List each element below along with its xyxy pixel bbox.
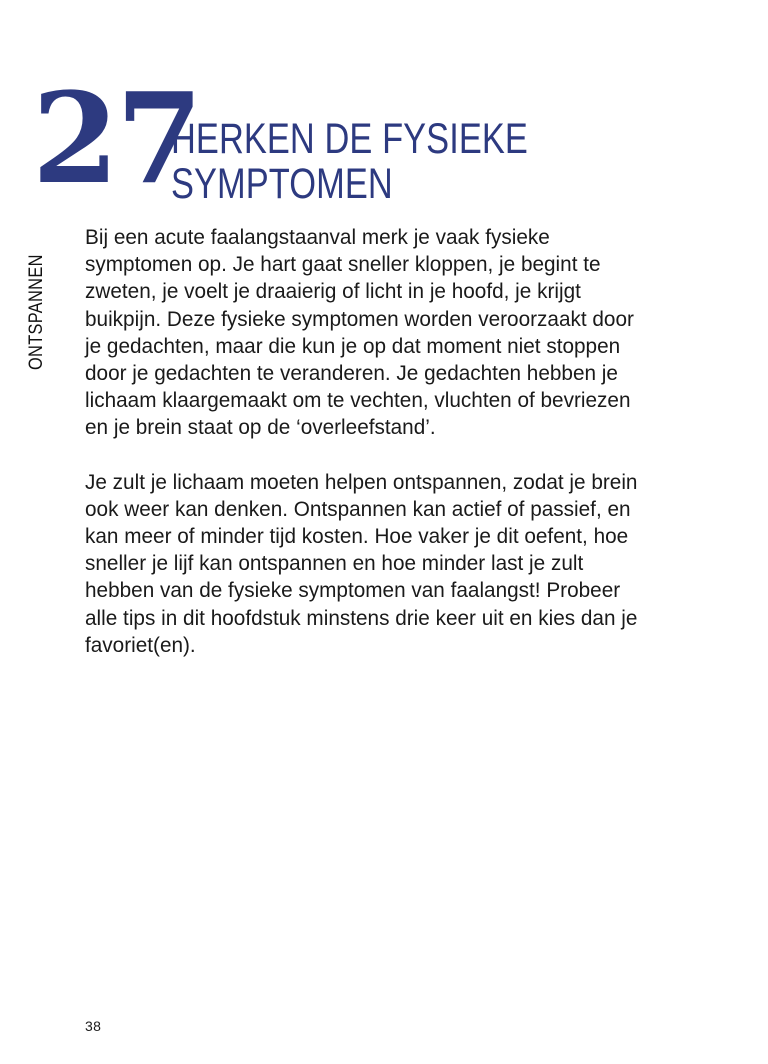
page-title: [171, 114, 555, 208]
chapter-number-glyphs: 27: [32, 66, 200, 212]
body-copy: [85, 224, 663, 659]
page-number: 38: [85, 1018, 102, 1034]
chapter-number: [32, 60, 200, 212]
section-label-text: ONTSPANNEN: [26, 254, 47, 370]
page-title-line-1: HERKEN DE FYSIEKE: [171, 114, 528, 163]
body-paragraph-2: Je zult je lichaam moeten helpen ontspannen, zodat je brein ook weer kan denken. Ontspannen kan actief of passief, en kan meer of minder tijd kosten. Hoe vaker je dit oefent, hoe sneller je lijf kan ontspannen en hoe minder last je zult hebben van de fysieke symptomen van faalangst! Probeer alle tips in dit hoofdstuk minstens drie keer uit en kies dan je favoriet(en).: [85, 469, 638, 657]
page-title-line-2: SYMPTOMEN: [171, 159, 393, 208]
body-paragraph-1: Bij een acute faalangstaanval merk je vaak fysieke symptomen op. Je hart gaat sneller kloppen, je begint te zweten, je voelt je draaierig of licht in je hoofd, je krijgt buikpijn. Deze fysieke symptomen worden veroorzaakt door je gedachten, maar die kun je op dat moment niet stoppen door je gedachten te veranderen. Je gedachten hebben je lichaam klaargemaakt om te vechten, vluchten of bevriezen en je brein staat op de ‘overleefstand’.: [85, 225, 634, 440]
section-label: [0, 218, 47, 378]
